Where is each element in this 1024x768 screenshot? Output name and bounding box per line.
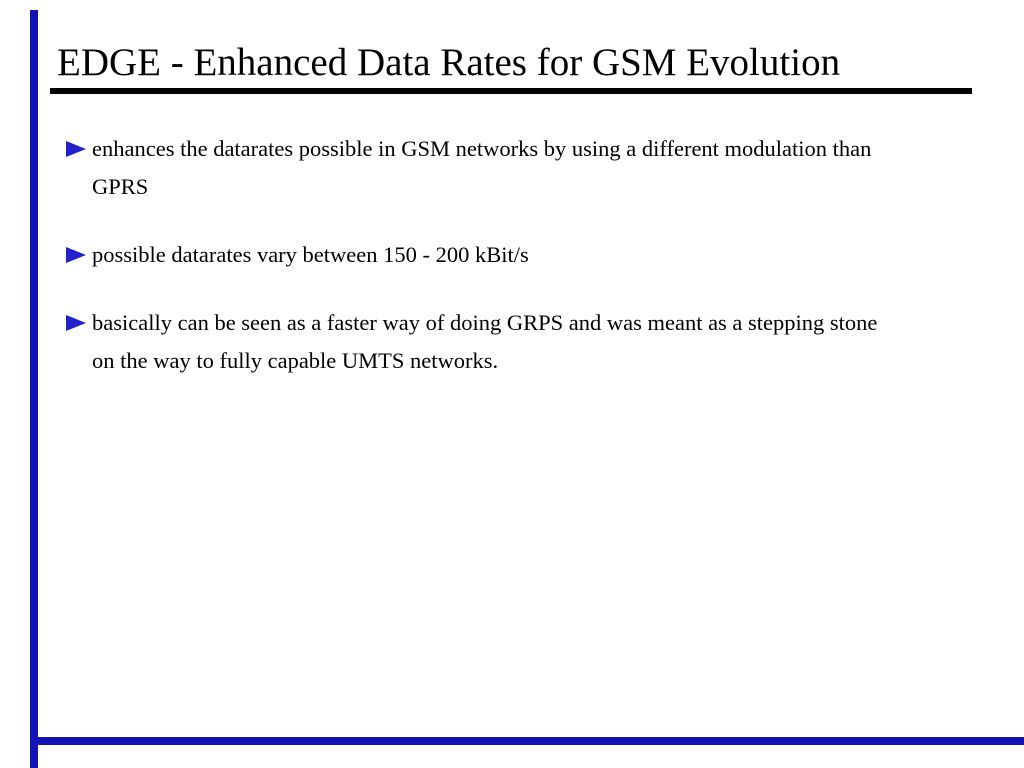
triangle-bullet-icon <box>66 315 86 331</box>
triangle-bullet-icon <box>66 141 86 157</box>
bottom-border-bar <box>30 737 1024 745</box>
title-underline-rule <box>50 88 972 94</box>
bullet-line: basically can be seen as a faster way of doing GRPS and was meant as a stepping stone <box>92 310 878 335</box>
bullet-item <box>66 304 976 380</box>
bullet-item <box>66 236 976 274</box>
bullet-line: enhances the datarates possible in GSM networks by using a different modulation than <box>92 136 872 161</box>
bullet-item <box>66 130 976 206</box>
slide-title: EDGE - Enhanced Data Rates for GSM Evolution <box>57 41 841 84</box>
bullet-line: possible datarates vary between 150 - 200 kBit/s <box>92 242 529 267</box>
bullet-list <box>66 130 976 410</box>
triangle-bullet-icon <box>66 247 86 263</box>
left-border-bar <box>30 10 38 768</box>
bullet-line: GPRS <box>92 174 149 199</box>
bullet-line: on the way to fully capable UMTS networks. <box>92 348 499 373</box>
